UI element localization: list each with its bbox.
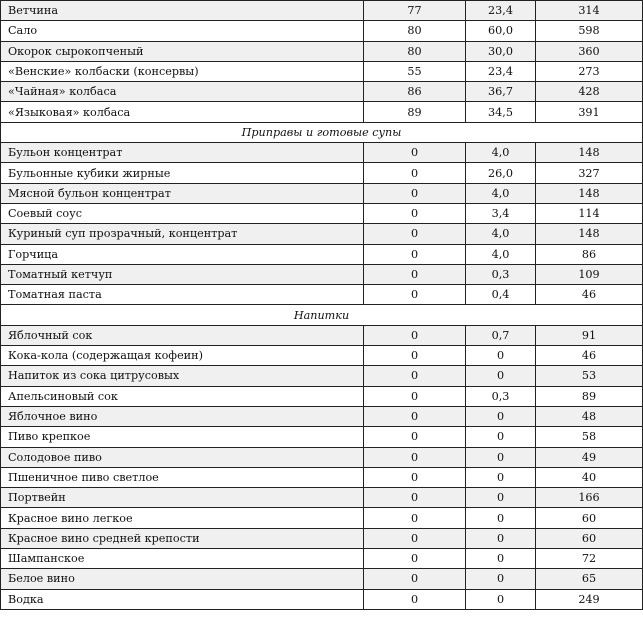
value-cell-3: 48	[536, 406, 643, 426]
value-cell-3: 65	[536, 569, 643, 589]
value-cell-2: 0,3	[466, 386, 536, 406]
table-row	[1, 346, 643, 366]
table-row	[1, 386, 643, 406]
product-name-cell: Пшеничное пиво светлое	[1, 467, 364, 487]
value-cell-2: 0	[466, 549, 536, 569]
value-cell-1: 0	[364, 366, 466, 386]
value-cell-3: 40	[536, 467, 643, 487]
value-cell-2: 36,7	[466, 82, 536, 102]
value-cell-2: 4,0	[466, 183, 536, 203]
value-cell-2: 0,4	[466, 285, 536, 305]
table-row	[1, 325, 643, 345]
table-row	[1, 488, 643, 508]
table-row	[1, 21, 643, 41]
value-cell-2: 0,3	[466, 264, 536, 284]
product-name-cell: Бульон концентрат	[1, 143, 364, 163]
value-cell-1: 0	[364, 447, 466, 467]
product-name-cell: Апельсиновый сок	[1, 386, 364, 406]
product-name-cell: Бульонные кубики жирные	[1, 163, 364, 183]
table-row	[1, 244, 643, 264]
value-cell-2: 0	[466, 508, 536, 528]
value-cell-2: 26,0	[466, 163, 536, 183]
table-row	[1, 467, 643, 487]
value-cell-3: 72	[536, 549, 643, 569]
value-cell-3: 53	[536, 366, 643, 386]
value-cell-1: 0	[364, 163, 466, 183]
value-cell-3: 109	[536, 264, 643, 284]
value-cell-3: 60	[536, 528, 643, 548]
value-cell-2: 4,0	[466, 224, 536, 244]
product-name-cell: Мясной бульон концентрат	[1, 183, 364, 203]
value-cell-2: 0	[466, 569, 536, 589]
product-name-cell: Портвейн	[1, 488, 364, 508]
product-name-cell: Соевый соус	[1, 203, 364, 223]
product-name-cell: Томатный кетчуп	[1, 264, 364, 284]
value-cell-2: 60,0	[466, 21, 536, 41]
table-row	[1, 589, 643, 609]
product-name-cell: «Чайная» колбаса	[1, 82, 364, 102]
value-cell-1: 0	[364, 143, 466, 163]
value-cell-1: 0	[364, 427, 466, 447]
value-cell-3: 428	[536, 82, 643, 102]
value-cell-3: 598	[536, 21, 643, 41]
value-cell-1: 0	[364, 325, 466, 345]
table-row	[1, 163, 643, 183]
value-cell-1: 80	[364, 21, 466, 41]
table-row	[1, 203, 643, 223]
value-cell-1: 0	[364, 549, 466, 569]
value-cell-3: 148	[536, 224, 643, 244]
value-cell-3: 46	[536, 346, 643, 366]
value-cell-1: 0	[364, 203, 466, 223]
product-name-cell: Окорок сырокопченый	[1, 41, 364, 61]
table-row	[1, 285, 643, 305]
value-cell-1: 0	[364, 346, 466, 366]
value-cell-1: 77	[364, 1, 466, 21]
value-cell-1: 0	[364, 386, 466, 406]
product-name-cell: Яблочное вино	[1, 406, 364, 426]
value-cell-1: 0	[364, 569, 466, 589]
value-cell-3: 89	[536, 386, 643, 406]
table-row	[1, 528, 643, 548]
product-name-cell: Напиток из сока цитрусовых	[1, 366, 364, 386]
product-name-cell: Солодовое пиво	[1, 447, 364, 467]
value-cell-2: 0	[466, 467, 536, 487]
value-cell-3: 46	[536, 285, 643, 305]
table-row	[1, 82, 643, 102]
table-row	[1, 549, 643, 569]
value-cell-1: 0	[364, 264, 466, 284]
product-name-cell: Водка	[1, 589, 364, 609]
table-row	[1, 102, 643, 122]
table-row	[1, 447, 643, 467]
table-row	[1, 61, 643, 81]
value-cell-2: 34,5	[466, 102, 536, 122]
table-row	[1, 183, 643, 203]
value-cell-3: 249	[536, 589, 643, 609]
value-cell-2: 0	[466, 406, 536, 426]
value-cell-1: 0	[364, 508, 466, 528]
value-cell-1: 86	[364, 82, 466, 102]
section-header-row	[1, 122, 643, 142]
table-row	[1, 508, 643, 528]
value-cell-1: 0	[364, 406, 466, 426]
product-name-cell: Белое вино	[1, 569, 364, 589]
product-name-cell: Горчица	[1, 244, 364, 264]
value-cell-2: 0	[466, 589, 536, 609]
product-name-cell: Ветчина	[1, 1, 364, 21]
value-cell-2: 0	[466, 447, 536, 467]
value-cell-1: 0	[364, 285, 466, 305]
value-cell-2: 0	[466, 488, 536, 508]
value-cell-3: 314	[536, 1, 643, 21]
value-cell-3: 148	[536, 183, 643, 203]
product-name-cell: Пиво крепкое	[1, 427, 364, 447]
value-cell-2: 4,0	[466, 143, 536, 163]
product-name-cell: Шампанское	[1, 549, 364, 569]
value-cell-2: 4,0	[466, 244, 536, 264]
table-row	[1, 1, 643, 21]
value-cell-2: 0	[466, 427, 536, 447]
table-row	[1, 366, 643, 386]
value-cell-3: 273	[536, 61, 643, 81]
section-header: Напитки	[1, 305, 643, 325]
value-cell-3: 391	[536, 102, 643, 122]
table-row	[1, 41, 643, 61]
table-row	[1, 143, 643, 163]
value-cell-3: 360	[536, 41, 643, 61]
value-cell-2: 23,4	[466, 61, 536, 81]
value-cell-3: 86	[536, 244, 643, 264]
value-cell-1: 0	[364, 244, 466, 264]
table-row	[1, 406, 643, 426]
value-cell-3: 327	[536, 163, 643, 183]
value-cell-2: 23,4	[466, 1, 536, 21]
table-body	[1, 1, 643, 610]
value-cell-3: 49	[536, 447, 643, 467]
value-cell-3: 60	[536, 508, 643, 528]
value-cell-1: 0	[364, 224, 466, 244]
product-name-cell: «Языковая» колбаса	[1, 102, 364, 122]
value-cell-3: 91	[536, 325, 643, 345]
value-cell-1: 55	[364, 61, 466, 81]
value-cell-1: 0	[364, 467, 466, 487]
value-cell-1: 0	[364, 589, 466, 609]
table-row	[1, 264, 643, 284]
value-cell-3: 114	[536, 203, 643, 223]
section-header-row	[1, 305, 643, 325]
value-cell-2: 30,0	[466, 41, 536, 61]
product-name-cell: Томатная паста	[1, 285, 364, 305]
value-cell-2: 0	[466, 528, 536, 548]
product-name-cell: Яблочный сок	[1, 325, 364, 345]
value-cell-1: 0	[364, 528, 466, 548]
value-cell-3: 166	[536, 488, 643, 508]
value-cell-1: 0	[364, 488, 466, 508]
value-cell-1: 89	[364, 102, 466, 122]
value-cell-2: 3,4	[466, 203, 536, 223]
product-name-cell: Красное вино легкое	[1, 508, 364, 528]
product-name-cell: Сало	[1, 21, 364, 41]
table-row	[1, 224, 643, 244]
product-name-cell: Куриный суп прозрачный, концентрат	[1, 224, 364, 244]
table-row	[1, 569, 643, 589]
table-row	[1, 427, 643, 447]
value-cell-1: 80	[364, 41, 466, 61]
value-cell-1: 0	[364, 183, 466, 203]
value-cell-3: 58	[536, 427, 643, 447]
section-header: Приправы и готовые супы	[1, 122, 643, 142]
value-cell-3: 148	[536, 143, 643, 163]
value-cell-2: 0	[466, 346, 536, 366]
product-name-cell: «Венские» колбаски (консервы)	[1, 61, 364, 81]
product-name-cell: Кока-кола (содержащая кофеин)	[1, 346, 364, 366]
value-cell-2: 0	[466, 366, 536, 386]
value-cell-2: 0,7	[466, 325, 536, 345]
product-name-cell: Красное вино средней крепости	[1, 528, 364, 548]
